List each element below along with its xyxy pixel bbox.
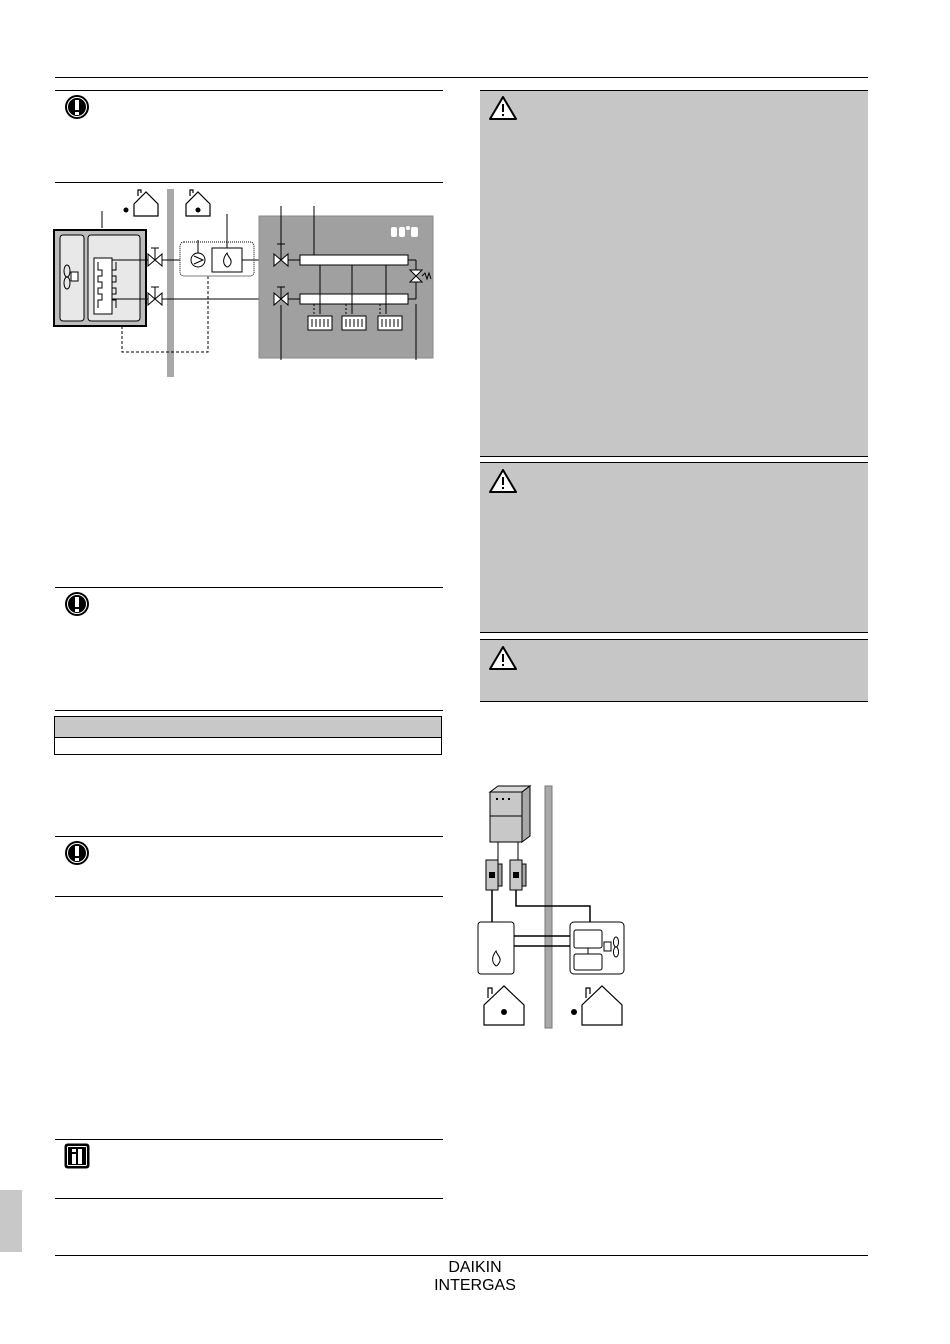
hybrid-system-diagram xyxy=(52,184,444,380)
info-bottom-rule xyxy=(55,1198,443,1199)
heating-zone xyxy=(259,216,433,358)
info-icon xyxy=(64,1143,90,1169)
daikin-logo: DAIKIN xyxy=(448,1259,502,1276)
warning-box-2 xyxy=(480,462,868,633)
header-rule xyxy=(55,77,868,78)
valve-icon xyxy=(148,287,162,305)
note2-top-rule xyxy=(55,587,443,588)
wall xyxy=(167,189,174,377)
breaker-icon xyxy=(486,860,502,890)
chapter-side-tab xyxy=(0,1190,22,1252)
warning-box-3 xyxy=(480,639,868,702)
warning-icon xyxy=(488,645,518,671)
note3-bottom-rule xyxy=(55,896,443,897)
wall xyxy=(545,786,552,1028)
info-top-rule xyxy=(55,1139,443,1140)
warning1-bottom-rule xyxy=(480,456,868,457)
power-supply-diagram xyxy=(470,780,640,1032)
gas-boiler-icon xyxy=(478,922,514,974)
warning2-bottom-rule xyxy=(480,632,868,633)
return-manifold xyxy=(300,294,408,304)
supply-manifold xyxy=(300,255,408,265)
important-icon xyxy=(64,840,90,866)
outdoor-house-icon xyxy=(582,986,622,1025)
electricity-meter-icon xyxy=(490,786,530,842)
data-table xyxy=(54,716,442,755)
warning-icon xyxy=(488,468,518,494)
important-icon xyxy=(64,591,90,617)
warning-icon xyxy=(488,95,518,121)
outdoor-house-icon xyxy=(134,190,158,216)
indoor-house-icon xyxy=(484,986,524,1025)
heat-pump-outdoor-unit xyxy=(570,922,624,974)
note1-bottom-rule xyxy=(55,182,443,183)
note3-top-rule xyxy=(55,836,443,837)
valve-icon xyxy=(148,248,162,266)
important-icon xyxy=(64,94,90,120)
warning3-bottom-rule xyxy=(480,701,868,702)
warning-box-1 xyxy=(480,90,868,457)
intergas-logo: INTERGAS xyxy=(434,1277,516,1294)
note2-bottom-rule xyxy=(55,710,443,711)
table-row xyxy=(55,738,441,755)
breaker-icon xyxy=(510,860,526,890)
footer-rule xyxy=(55,1255,868,1256)
note1-top-rule xyxy=(55,90,443,91)
table-header-row xyxy=(55,717,441,738)
